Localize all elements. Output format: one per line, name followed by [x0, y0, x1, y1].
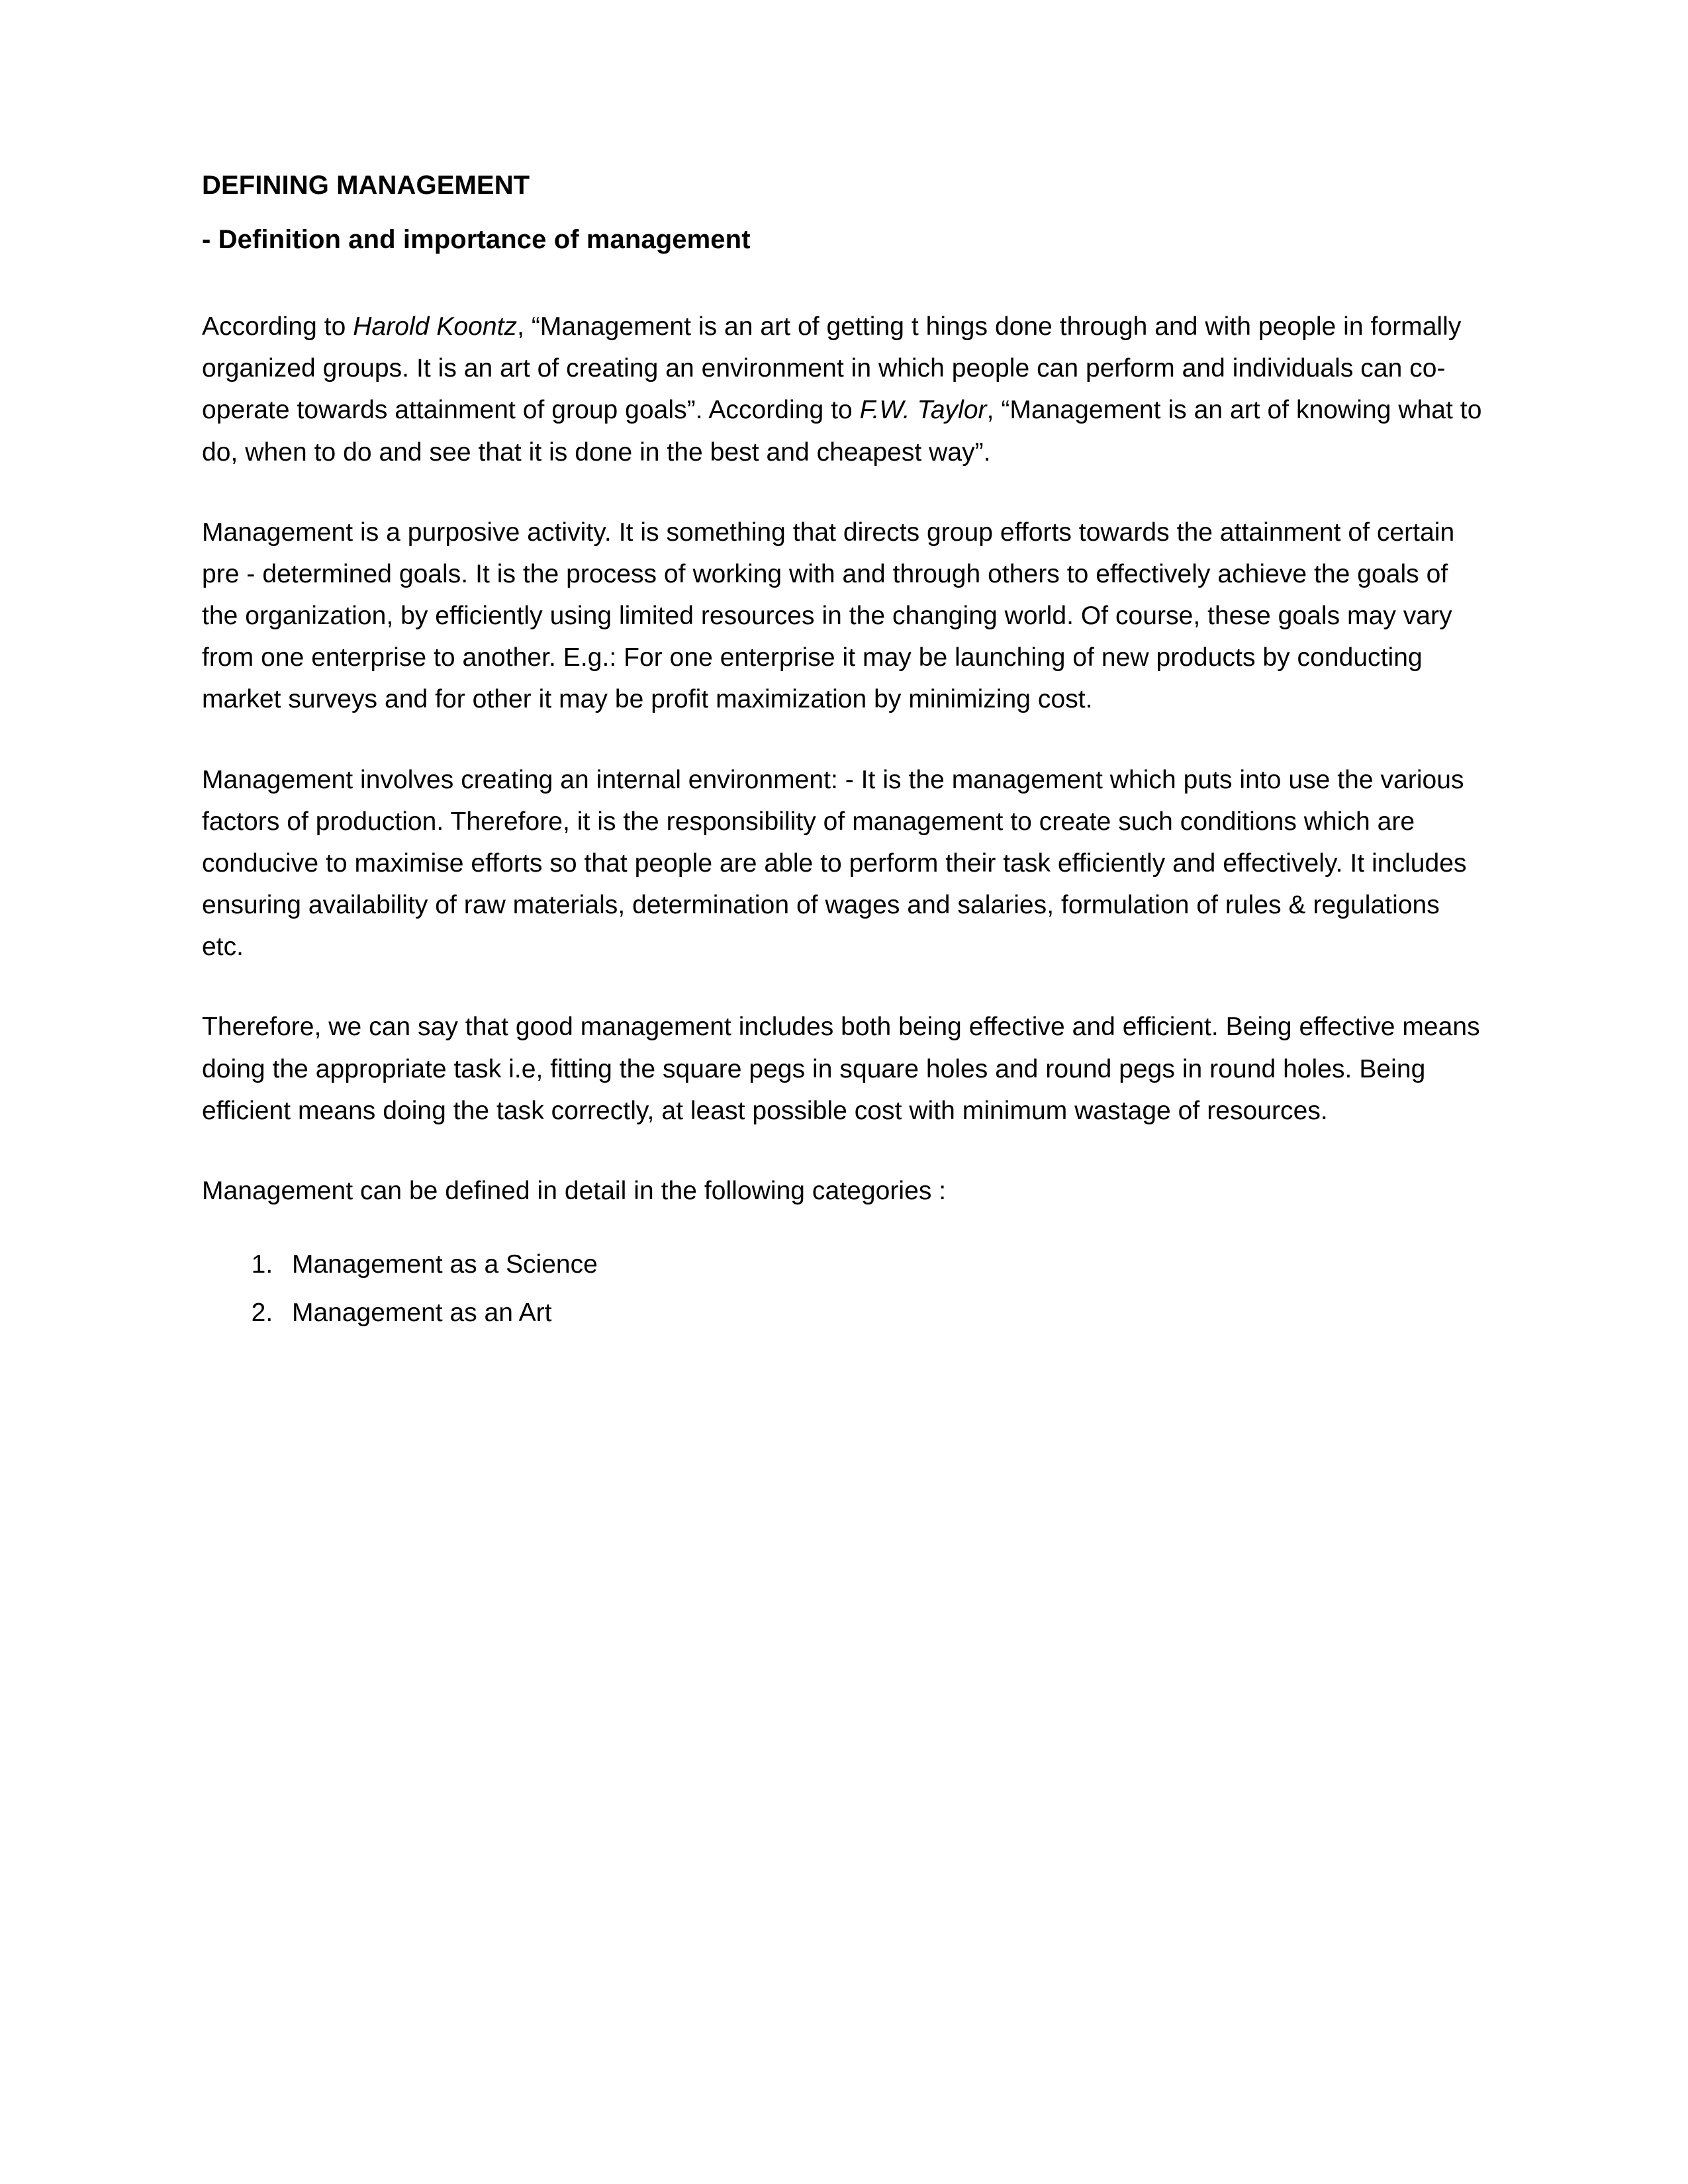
paragraph-definitions	[202, 306, 1483, 473]
paragraph-purposive-activity: Management is a purposive activity. It is something that directs group efforts towards the attainment of certain pre - determined goals. It is the process of working with and through others to effectively achieve the goals of the organization, by efficiently using limited resources in the changing world. Of course, these goals may vary from one enterprise to another. E.g.: For one enterprise it may be launching of new products by conducting market surveys and for other it may be profit maximization by minimizing cost.	[202, 518, 1455, 714]
document-body	[202, 172, 1483, 1334]
categories-list	[202, 1244, 1483, 1334]
paragraph-text-segment: According to	[202, 312, 353, 341]
list-item: 1. Management as a Science	[280, 1244, 1483, 1285]
paragraph-categories-intro: Management can be defined in detail in the following categories :	[202, 1176, 947, 1205]
page-title: DEFINING MANAGEMENT	[202, 171, 530, 200]
paragraph-text-segment: , “Management is an art of getting t hings done through and with people in formally organized groups. It is an art of creating an environment in which people can perform and individuals can co-operate towards attainment of group goals”. According to	[202, 312, 1462, 425]
list-item: 2. Management as an Art	[280, 1292, 1483, 1334]
paragraph-effective-efficient: Therefore, we can say that good management includes both being effective and efficient. Being effective means doing the appropriate task i.e, fitting the square pegs in square holes and round pegs in round holes. Being efficient means doing the task correctly, at least possible cost with minimum wastage of resources.	[202, 1013, 1480, 1125]
paragraph-text-segment: , “Management is an art of knowing what to do, when to do and see that it is done in the best and cheapest way”.	[202, 396, 1482, 467]
author-name-taylor: F.W. Taylor	[859, 396, 987, 425]
page-subtitle: - Definition and importance of management	[202, 225, 751, 254]
author-name-koontz: Harold Koontz	[353, 312, 518, 341]
paragraph-internal-environment: Management involves creating an internal environment: - It is the management which puts into use the various factors of production. Therefore, it is the responsibility of management to create such conditions which are conducive to maximise efforts so that people are able to perform their task efficiently and effectively. It includes ensuring availability of raw materials, determination of wages and salaries, formulation of rules & regulations etc.	[202, 765, 1467, 962]
